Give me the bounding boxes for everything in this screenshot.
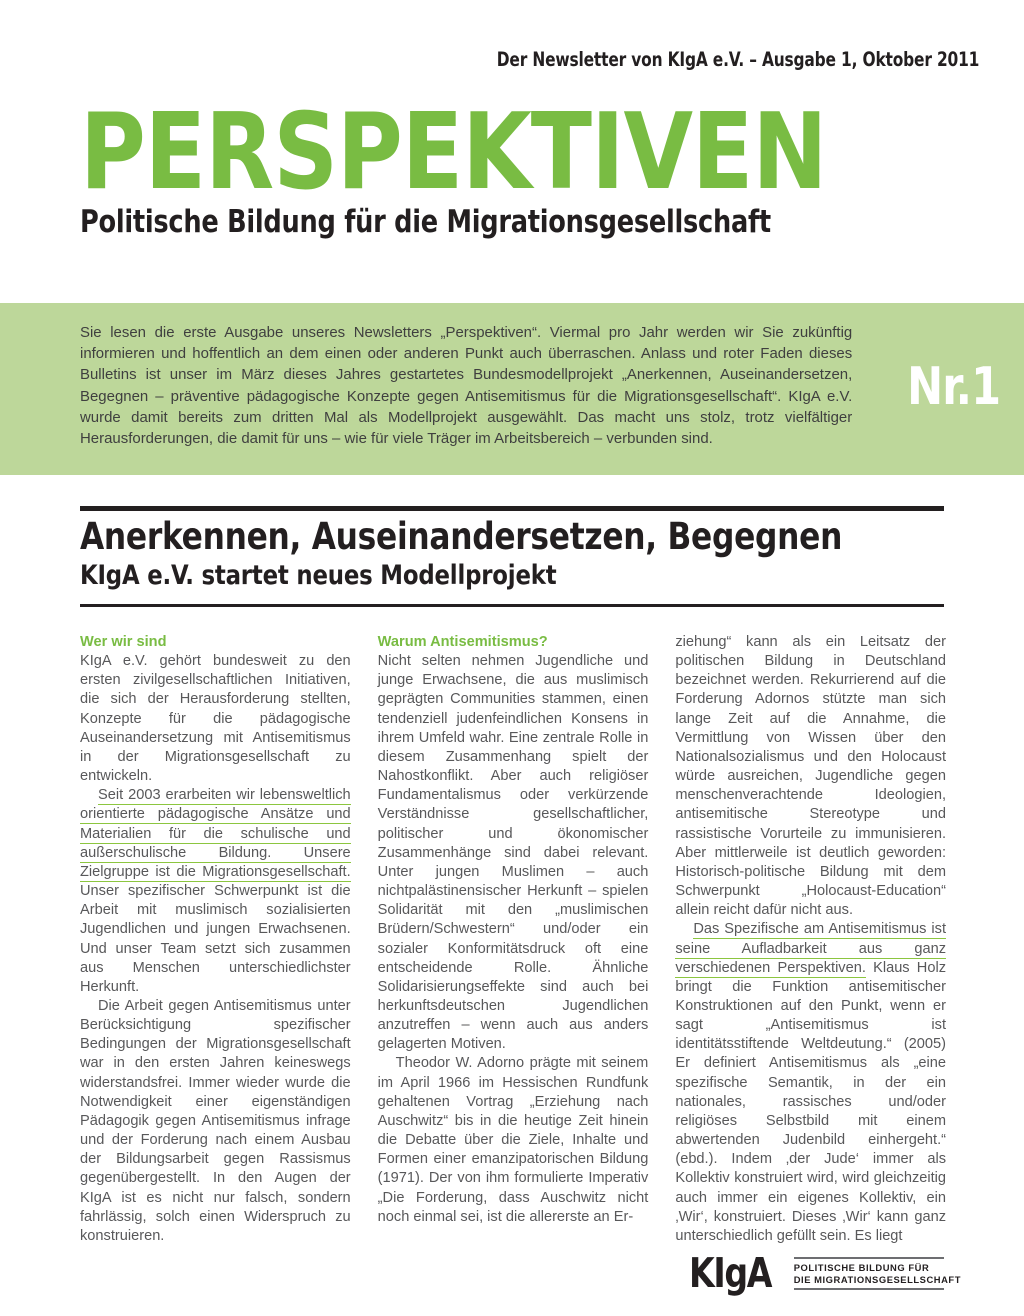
intro-band [0, 303, 1024, 475]
paragraph: KIgA e.V. gehört bundesweit zu den ersten zivilgesellschaftlichen Initiativen, die sich der Herausforderung stellten, Konzepte für die pädagogische Auseinandersetzung mit Antisemitismus in der Migrationsgesellschaft zu entwickeln. [80, 653, 351, 785]
kiga-logo [689, 1249, 961, 1297]
highlighted-passage: Das Spezifische am Antisemitismus ist seine Aufladbarkeit aus ganz verschiedenen Perspektiven. [675, 921, 947, 976]
masthead [80, 91, 979, 240]
section-heading-wer-wir-sind: Wer wir sind [80, 634, 167, 650]
publication-subtitle: Politische Bildung für die Migrationsgesellschaft [80, 203, 771, 240]
headline-rule-bottom [80, 604, 944, 607]
paragraph-text: Klaus Holz bringt die Funktion antisemitischer Konstruktionen auf den Punkt, wenn er sagt „Antisemitismus ist identitätsstiftende Weltdeutung.“ (2005) Er definiert Antisemitismus als „eine spezifische Semantik, in der ein nationales, rassisches und/oder religiöses Selbstbild mit einem abwertenden Judenbild einhergeht.“ (ebd.). Indem ‚der Jude‘ immer als Kollektiv konstruiert wird, wird gleichzeitig auch immer ein eigenes Kollektiv, ein ‚Wir‘, konstruiert. Dieses ‚Wir‘ kann ganz unterschiedlich gefüllt sein. Es liegt [675, 959, 947, 1244]
logo-tagline [794, 1257, 961, 1290]
issue-line: Der Newsletter von KIgA e.V. – Ausgabe 1, Oktober 2011 [496, 48, 979, 71]
headline-rule-top [80, 506, 944, 511]
logo-tagline-line1: POLITISCHE BILDUNG FÜR [793, 1262, 930, 1274]
article-column-2 [378, 633, 649, 1246]
logo-tagline-text [794, 1259, 961, 1288]
logo-tagline-line2: DIE MIGRATIONSGESELLSCHAFT [793, 1273, 961, 1285]
logo-rule-bottom [794, 1288, 944, 1290]
paragraph [675, 920, 946, 1246]
issue-number-badge: Nr.1 [906, 357, 1000, 417]
publication-title: PERSPEKTIVEN [80, 91, 827, 213]
article-headline: Anerkennen, Auseinandersetzen, Begegnen [80, 515, 843, 558]
section-heading-warum-antisemitismus: Warum Antisemitismus? [377, 634, 548, 650]
article-column-3 [675, 633, 946, 1246]
highlighted-passage: Seit 2003 erarbeiten wir lebensweltlich orientierte pädagogische Ansätze und Materialien für die schulische und außerschulische Bildung. Unsere Zielgruppe ist die Migrationsgesellschaft. [80, 787, 351, 880]
logo-wordmark: KIgA [689, 1249, 772, 1297]
paragraph-text: Unser spezifischer Schwerpunkt ist die Arbeit mit muslimisch sozialisierten Jugendlichen und jungen Erwachsenen. Und unser Team setzt sich zusammen aus Menschen unterschiedlichster Herkunft. [80, 883, 351, 995]
paragraph: ziehung“ kann als ein Leitsatz der politischen Bildung in Deutschland bezeichnet werden. Rekurrierend auf die Forderung Adornos stützte man sich lange Zeit auf die Annahme, die Vermittlung von Wissen über den Nationalsozialismus und den Holocaust würde ausreichen, Jugendliche gegen menschenverachtende Ideologien, antisemitische Stereotype und rassistische Vorurteile zu immunisieren. Aber mittlerweile ist deutlich geworden: Historisch-politische Bildung mit dem Schwerpunkt „Holocaust-Education“ allein reicht dafür nicht aus. [675, 634, 947, 919]
paragraph: Die Arbeit gegen Antisemitismus unter Berücksichtigung spezifischer Bedingungen der Migrationsgesellschaft war in den ersten Jahren keineswegs widerstandsfrei. Immer wieder wurde die Notwendigkeit einer eigenständigen Pädagogik gegen Antisemitismus infrage und der Forderung nach einem Ausbau der Bildungsarbeit gegen Rassismus gegenübergestellt. In den Augen der KIgA ist es nicht nur falsch, sondern fahrlässig, solch einen Widerspruch zu konstruieren. [80, 997, 351, 1244]
intro-text: Sie lesen die erste Ausgabe unseres Newsletters „Perspektiven“. Viermal pro Jahr werden wir Sie zukünftig informieren und hoffentlich an dem einen oder anderen Punkt auch überraschen. Anlass und roter Faden dieses Bulletins ist unser im März dieses Jahres gestartetes Bundesmodellprojekt „Anerkennen, Auseinandersetzen, Begegnen – präventive pädagogische Konzepte gegen Antisemitismus für die Migrationsgesellschaft“. KIgA e.V. wurde damit bereits zum dritten Mal als Modellprojekt ausgewählt. Das macht uns stolz, trotz vielfältiger Herausforderungen, die damit für uns – wie für viele Träger im Arbeitsbereich – verbunden sind. [80, 324, 853, 448]
article-subheadline: KIgA e.V. startet neues Modellprojekt [80, 560, 557, 591]
paragraph [80, 786, 351, 997]
article-columns [80, 633, 946, 1246]
paragraph: Nicht selten nehmen Jugendliche und junge Erwachsene, die aus muslimisch geprägten Communities stammen, einen tendenziell judenfeindlichen Konsens in ihrem Umfeld wahr. Eine zentrale Rolle in diesem Zusammenhang spielt der Nahostkonflikt. Aber auch religiöser Fundamentalismus oder verkürzende Verständnisse gesellschaftlicher, politischer und ökonomischer Zusammenhänge sind dabei relevant. Unter jungen Muslimen – auch nichtpalästinensischer Herkunft – spielen Solidarität mit den „muslimischen Brüdern/Schwestern“ und/oder ein sozialer Konformitätsdruck oft eine entscheidende Rolle. Ähnliche Solidarisierungseffekte sind auch bei herkunftsdeutschen Jugendlichen anzutreffen – wenn auch aus anders gelagerten Motiven. [377, 653, 649, 1053]
paragraph: Theodor W. Adorno prägte mit seinem im April 1966 im Hessischen Rundfunk gehaltenen Vortrag „Erziehung nach Auschwitz“ bis in die heutige Zeit hinein die Debatte über die Ziele, Inhalte und Formen einer emanzipatorischen Bildung (1971). Der von ihm formulierte Imperativ „Die Forderung, dass Auschwitz nicht noch einmal sei, ist die allererste an Er- [377, 1055, 649, 1225]
article-column-1 [80, 633, 351, 1246]
